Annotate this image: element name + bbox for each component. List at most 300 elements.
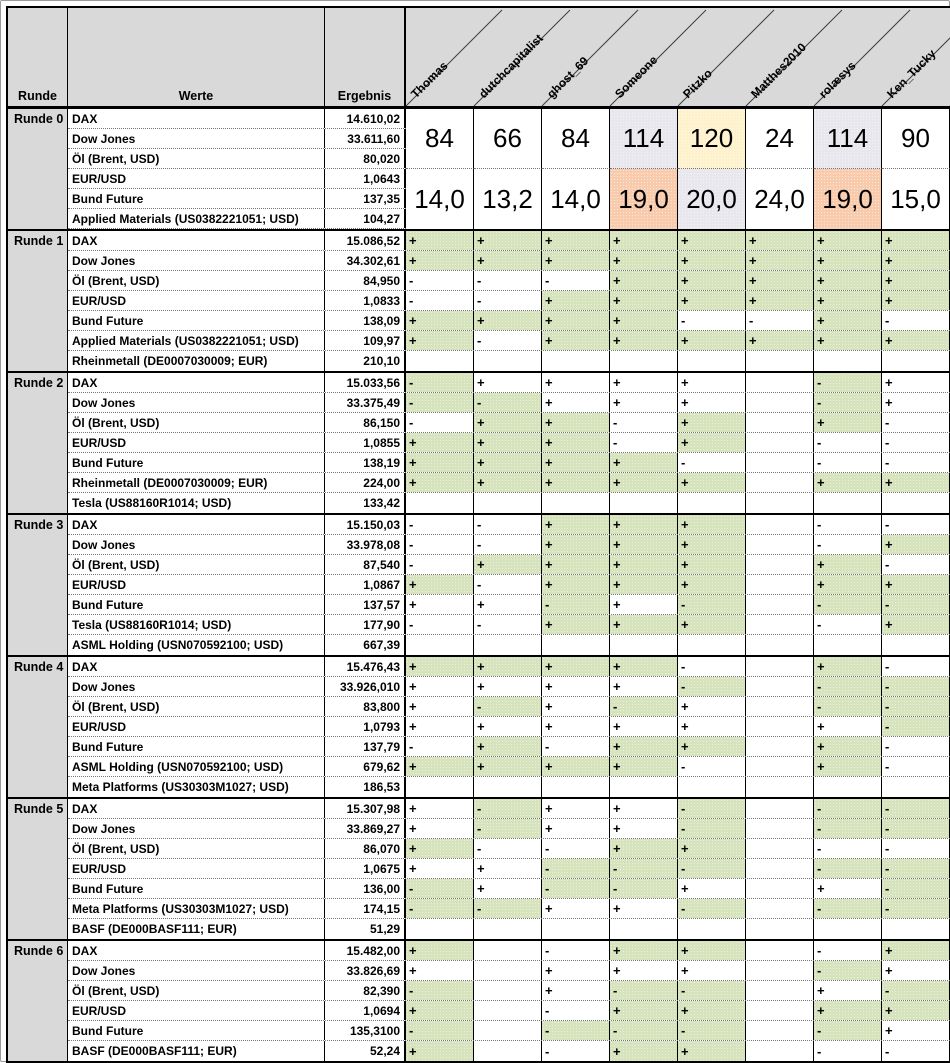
prediction-cell[interactable]: - [678,453,746,472]
prediction-cell[interactable]: - [406,515,474,534]
prediction-cell[interactable] [746,981,814,1000]
prediction-cell[interactable]: - [474,899,542,918]
prediction-cell[interactable] [474,493,542,513]
prediction-cell[interactable]: - [882,413,950,432]
prediction-cell[interactable]: + [474,657,542,676]
ergebnis-cell[interactable]: 33.826,69 [325,961,406,980]
prediction-cell[interactable]: + [406,717,474,736]
prediction-cell[interactable]: + [542,311,610,330]
ergebnis-cell[interactable]: 1,0675 [325,859,406,878]
prediction-cell[interactable]: - [814,453,882,472]
prediction-cell[interactable]: + [678,697,746,716]
ergebnis-cell[interactable]: 1,0643 [325,169,406,188]
ergebnis-cell[interactable]: 33.375,49 [325,393,406,412]
prediction-cell[interactable]: + [542,799,610,818]
prediction-cell[interactable]: + [610,1001,678,1020]
prediction-cell[interactable]: - [882,677,950,696]
prediction-cell[interactable]: + [610,331,678,350]
prediction-cell[interactable]: - [542,859,610,878]
prediction-cell[interactable]: + [678,473,746,492]
prediction-cell[interactable]: + [882,251,950,270]
prediction-cell[interactable]: + [678,555,746,574]
prediction-cell[interactable] [406,777,474,797]
prediction-cell[interactable]: + [814,311,882,330]
ergebnis-cell[interactable]: 1,0833 [325,291,406,310]
prediction-cell[interactable]: + [610,251,678,270]
prediction-cell[interactable]: - [814,961,882,980]
prediction-cell[interactable] [814,635,882,655]
prediction-cell[interactable]: + [474,717,542,736]
prediction-cell[interactable]: - [406,413,474,432]
prediction-cell[interactable] [814,777,882,797]
prediction-cell[interactable]: + [610,291,678,310]
prediction-cell[interactable] [678,777,746,797]
prediction-cell[interactable] [746,373,814,392]
prediction-cell[interactable]: - [406,555,474,574]
prediction-cell[interactable] [746,575,814,594]
prediction-cell[interactable]: + [610,799,678,818]
prediction-cell[interactable]: + [610,941,678,960]
score-cell[interactable]: 15,0 [882,169,950,229]
ergebnis-cell[interactable]: 33.926,010 [325,677,406,696]
ergebnis-cell[interactable]: 137,35 [325,189,406,208]
prediction-cell[interactable] [746,677,814,696]
prediction-cell[interactable] [746,635,814,655]
prediction-cell[interactable] [542,919,610,939]
prediction-cell[interactable]: - [882,981,950,1000]
prediction-cell[interactable]: - [542,595,610,614]
prediction-cell[interactable]: + [406,839,474,858]
ergebnis-cell[interactable]: 1,0793 [325,717,406,736]
prediction-cell[interactable]: + [610,231,678,250]
prediction-cell[interactable]: + [474,251,542,270]
ergebnis-cell[interactable]: 15.150,03 [325,515,406,534]
prediction-cell[interactable]: + [406,961,474,980]
score-cell[interactable]: 19,0 [814,169,882,229]
ergebnis-cell[interactable]: 679,62 [325,757,406,776]
prediction-cell[interactable]: - [814,515,882,534]
prediction-cell[interactable]: + [678,291,746,310]
prediction-cell[interactable]: - [882,1041,950,1061]
prediction-cell[interactable]: - [882,839,950,858]
prediction-cell[interactable]: + [406,657,474,676]
prediction-cell[interactable]: - [406,373,474,392]
prediction-cell[interactable] [746,555,814,574]
prediction-cell[interactable]: + [406,473,474,492]
prediction-cell[interactable]: + [406,231,474,250]
prediction-cell[interactable]: - [814,373,882,392]
ergebnis-cell[interactable]: 667,39 [325,635,406,655]
prediction-cell[interactable]: - [542,941,610,960]
prediction-cell[interactable] [406,635,474,655]
ergebnis-cell[interactable]: 177,90 [325,615,406,634]
prediction-cell[interactable]: + [882,961,950,980]
prediction-cell[interactable]: - [542,1021,610,1040]
ergebnis-cell[interactable]: 82,390 [325,981,406,1000]
prediction-cell[interactable]: + [610,311,678,330]
prediction-cell[interactable]: + [746,251,814,270]
prediction-cell[interactable]: - [406,615,474,634]
score-cell[interactable]: 84 [406,109,474,169]
prediction-cell[interactable]: - [882,819,950,838]
prediction-cell[interactable] [474,777,542,797]
prediction-cell[interactable]: - [542,879,610,898]
prediction-cell[interactable] [814,493,882,513]
prediction-cell[interactable]: + [678,373,746,392]
prediction-cell[interactable]: + [542,433,610,452]
prediction-cell[interactable] [814,919,882,939]
score-cell[interactable]: 14,0 [542,169,610,229]
prediction-cell[interactable]: - [474,839,542,858]
prediction-cell[interactable]: + [678,1001,746,1020]
prediction-cell[interactable]: - [610,859,678,878]
ergebnis-cell[interactable]: 133,42 [325,493,406,513]
prediction-cell[interactable]: + [678,737,746,756]
prediction-cell[interactable]: - [746,311,814,330]
prediction-cell[interactable]: + [542,981,610,1000]
ergebnis-cell[interactable]: 138,19 [325,453,406,472]
prediction-cell[interactable] [746,515,814,534]
prediction-cell[interactable]: - [474,697,542,716]
ergebnis-cell[interactable]: 33.869,27 [325,819,406,838]
prediction-cell[interactable] [542,351,610,371]
prediction-cell[interactable]: - [542,737,610,756]
prediction-cell[interactable] [882,919,950,939]
ergebnis-cell[interactable]: 84,950 [325,271,406,290]
prediction-cell[interactable]: + [678,1041,746,1061]
prediction-cell[interactable]: + [610,393,678,412]
prediction-cell[interactable] [746,393,814,412]
prediction-cell[interactable] [610,635,678,655]
prediction-cell[interactable]: + [814,657,882,676]
prediction-cell[interactable] [542,493,610,513]
prediction-cell[interactable]: + [610,453,678,472]
score-cell[interactable]: 20,0 [678,169,746,229]
prediction-cell[interactable] [406,351,474,371]
score-cell[interactable]: 120 [678,109,746,169]
prediction-cell[interactable]: - [678,311,746,330]
prediction-cell[interactable]: - [610,1021,678,1040]
prediction-cell[interactable] [746,453,814,472]
prediction-cell[interactable]: + [406,433,474,452]
prediction-cell[interactable]: + [746,271,814,290]
prediction-cell[interactable]: - [814,677,882,696]
prediction-cell[interactable]: - [474,331,542,350]
prediction-cell[interactable]: + [542,535,610,554]
prediction-cell[interactable]: - [814,1041,882,1061]
ergebnis-cell[interactable]: 210,10 [325,351,406,371]
prediction-cell[interactable]: + [678,433,746,452]
prediction-cell[interactable]: - [474,515,542,534]
prediction-cell[interactable]: - [882,737,950,756]
prediction-cell[interactable]: + [814,879,882,898]
prediction-cell[interactable]: - [474,535,542,554]
prediction-cell[interactable]: - [474,575,542,594]
prediction-cell[interactable]: + [474,737,542,756]
prediction-cell[interactable]: - [814,535,882,554]
prediction-cell[interactable]: + [542,819,610,838]
prediction-cell[interactable] [882,635,950,655]
prediction-cell[interactable] [746,737,814,756]
prediction-cell[interactable]: - [882,799,950,818]
prediction-cell[interactable] [746,493,814,513]
prediction-cell[interactable] [746,961,814,980]
prediction-cell[interactable] [746,697,814,716]
prediction-cell[interactable] [746,413,814,432]
prediction-cell[interactable] [474,941,542,960]
prediction-cell[interactable]: - [406,879,474,898]
prediction-cell[interactable] [678,351,746,371]
prediction-cell[interactable]: + [542,231,610,250]
prediction-cell[interactable] [474,919,542,939]
prediction-cell[interactable]: + [814,413,882,432]
prediction-cell[interactable]: + [814,555,882,574]
prediction-cell[interactable]: + [406,941,474,960]
prediction-cell[interactable]: + [814,231,882,250]
prediction-cell[interactable]: + [814,717,882,736]
prediction-cell[interactable]: + [678,879,746,898]
prediction-cell[interactable]: + [542,331,610,350]
score-cell[interactable]: 19,0 [610,169,678,229]
prediction-cell[interactable]: - [882,879,950,898]
prediction-cell[interactable]: - [610,413,678,432]
prediction-cell[interactable]: + [678,331,746,350]
prediction-cell[interactable]: + [610,757,678,776]
prediction-cell[interactable] [610,493,678,513]
prediction-cell[interactable]: - [814,941,882,960]
prediction-cell[interactable]: - [882,859,950,878]
prediction-cell[interactable] [882,351,950,371]
prediction-cell[interactable]: + [882,291,950,310]
prediction-cell[interactable]: - [882,555,950,574]
prediction-cell[interactable]: + [542,899,610,918]
prediction-cell[interactable]: + [406,595,474,614]
prediction-cell[interactable]: - [882,453,950,472]
prediction-cell[interactable]: - [814,433,882,452]
prediction-cell[interactable]: - [882,697,950,716]
prediction-cell[interactable]: - [474,291,542,310]
prediction-cell[interactable]: - [474,615,542,634]
prediction-cell[interactable]: - [406,1021,474,1040]
score-cell[interactable]: 114 [814,109,882,169]
prediction-cell[interactable]: - [814,1021,882,1040]
prediction-cell[interactable]: + [542,615,610,634]
prediction-cell[interactable]: + [610,515,678,534]
prediction-cell[interactable]: + [678,575,746,594]
prediction-cell[interactable]: - [406,291,474,310]
prediction-cell[interactable]: + [610,373,678,392]
prediction-cell[interactable]: - [678,595,746,614]
prediction-cell[interactable] [746,1041,814,1061]
prediction-cell[interactable]: + [746,331,814,350]
prediction-cell[interactable]: - [814,595,882,614]
prediction-cell[interactable]: + [542,757,610,776]
prediction-cell[interactable]: - [814,899,882,918]
prediction-cell[interactable]: + [474,231,542,250]
prediction-cell[interactable]: - [814,839,882,858]
ergebnis-cell[interactable]: 52,24 [325,1041,406,1061]
prediction-cell[interactable] [746,777,814,797]
prediction-cell[interactable] [814,351,882,371]
prediction-cell[interactable] [610,919,678,939]
prediction-cell[interactable] [746,757,814,776]
prediction-cell[interactable]: - [678,1021,746,1040]
prediction-cell[interactable]: + [406,757,474,776]
prediction-cell[interactable]: - [882,657,950,676]
prediction-cell[interactable]: + [474,879,542,898]
prediction-cell[interactable] [746,433,814,452]
prediction-cell[interactable]: - [882,595,950,614]
prediction-cell[interactable]: + [610,677,678,696]
prediction-cell[interactable] [746,899,814,918]
prediction-cell[interactable]: + [610,657,678,676]
prediction-cell[interactable] [746,657,814,676]
prediction-cell[interactable]: + [610,819,678,838]
ergebnis-cell[interactable]: 137,79 [325,737,406,756]
prediction-cell[interactable] [746,819,814,838]
ergebnis-cell[interactable]: 136,00 [325,879,406,898]
prediction-cell[interactable]: + [406,311,474,330]
ergebnis-cell[interactable]: 186,53 [325,777,406,797]
prediction-cell[interactable]: + [610,737,678,756]
prediction-cell[interactable]: - [542,1041,610,1061]
prediction-cell[interactable]: + [542,575,610,594]
prediction-cell[interactable]: + [882,615,950,634]
prediction-cell[interactable] [882,777,950,797]
score-cell[interactable]: 114 [610,109,678,169]
prediction-cell[interactable]: - [406,899,474,918]
prediction-cell[interactable] [746,879,814,898]
prediction-cell[interactable] [678,635,746,655]
prediction-cell[interactable]: + [610,575,678,594]
prediction-cell[interactable] [542,777,610,797]
prediction-cell[interactable]: + [406,331,474,350]
prediction-cell[interactable]: - [542,271,610,290]
prediction-cell[interactable] [406,919,474,939]
prediction-cell[interactable]: + [678,615,746,634]
ergebnis-cell[interactable]: 15.307,98 [325,799,406,818]
prediction-cell[interactable]: + [814,757,882,776]
prediction-cell[interactable] [610,777,678,797]
score-cell[interactable]: 13,2 [474,169,542,229]
prediction-cell[interactable]: + [474,433,542,452]
prediction-cell[interactable]: + [814,1001,882,1020]
prediction-cell[interactable]: + [542,697,610,716]
prediction-cell[interactable]: + [746,231,814,250]
prediction-cell[interactable]: + [678,413,746,432]
ergebnis-cell[interactable]: 1,0855 [325,433,406,452]
prediction-cell[interactable]: + [610,555,678,574]
prediction-cell[interactable] [746,351,814,371]
ergebnis-cell[interactable]: 86,070 [325,839,406,858]
ergebnis-cell[interactable]: 1,0694 [325,1001,406,1020]
prediction-cell[interactable] [746,595,814,614]
prediction-cell[interactable]: + [814,291,882,310]
ergebnis-cell[interactable]: 33.978,08 [325,535,406,554]
prediction-cell[interactable] [746,1021,814,1040]
ergebnis-cell[interactable]: 34.302,61 [325,251,406,270]
prediction-cell[interactable]: + [882,331,950,350]
ergebnis-cell[interactable]: 15.086,52 [325,231,406,250]
prediction-cell[interactable]: + [474,453,542,472]
prediction-cell[interactable]: + [474,757,542,776]
prediction-cell[interactable]: + [882,473,950,492]
prediction-cell[interactable]: + [678,251,746,270]
score-cell[interactable]: 90 [882,109,950,169]
prediction-cell[interactable] [746,941,814,960]
prediction-cell[interactable]: - [882,717,950,736]
prediction-cell[interactable]: + [406,799,474,818]
prediction-cell[interactable]: - [882,515,950,534]
prediction-cell[interactable]: + [814,331,882,350]
prediction-cell[interactable]: + [610,535,678,554]
prediction-cell[interactable] [746,535,814,554]
prediction-cell[interactable] [474,635,542,655]
prediction-cell[interactable]: + [610,271,678,290]
prediction-cell[interactable] [746,839,814,858]
prediction-cell[interactable]: + [474,859,542,878]
prediction-cell[interactable]: + [882,231,950,250]
prediction-cell[interactable]: + [474,473,542,492]
prediction-cell[interactable]: + [814,251,882,270]
ergebnis-cell[interactable]: 83,800 [325,697,406,716]
prediction-cell[interactable]: + [882,1021,950,1040]
prediction-cell[interactable]: + [814,473,882,492]
ergebnis-cell[interactable]: 135,3100 [325,1021,406,1040]
prediction-cell[interactable]: - [882,433,950,452]
prediction-cell[interactable] [882,493,950,513]
ergebnis-cell[interactable]: 87,540 [325,555,406,574]
prediction-cell[interactable]: + [882,941,950,960]
prediction-cell[interactable]: - [406,535,474,554]
prediction-cell[interactable]: + [474,311,542,330]
ergebnis-cell[interactable]: 15.482,00 [325,941,406,960]
prediction-cell[interactable]: - [406,737,474,756]
prediction-cell[interactable]: + [610,615,678,634]
score-cell[interactable]: 24,0 [746,169,814,229]
prediction-cell[interactable]: + [678,271,746,290]
prediction-cell[interactable]: + [814,737,882,756]
score-cell[interactable]: 14,0 [406,169,474,229]
ergebnis-cell[interactable]: 224,00 [325,473,406,492]
prediction-cell[interactable]: - [678,819,746,838]
prediction-cell[interactable]: - [610,433,678,452]
ergebnis-cell[interactable]: 14.610,02 [325,109,406,128]
prediction-cell[interactable] [746,473,814,492]
ergebnis-cell[interactable]: 80,020 [325,149,406,168]
ergebnis-cell[interactable]: 51,29 [325,919,406,939]
prediction-cell[interactable]: + [474,555,542,574]
prediction-cell[interactable]: + [678,717,746,736]
prediction-cell[interactable]: - [814,819,882,838]
prediction-cell[interactable]: + [882,271,950,290]
prediction-cell[interactable]: - [814,799,882,818]
prediction-cell[interactable] [746,859,814,878]
prediction-cell[interactable]: + [746,291,814,310]
prediction-cell[interactable] [746,615,814,634]
prediction-cell[interactable]: + [882,575,950,594]
ergebnis-cell[interactable]: 109,97 [325,331,406,350]
prediction-cell[interactable]: + [542,555,610,574]
prediction-cell[interactable]: + [882,373,950,392]
prediction-cell[interactable]: - [814,859,882,878]
prediction-cell[interactable]: - [542,1001,610,1020]
prediction-cell[interactable] [746,799,814,818]
prediction-cell[interactable]: - [678,899,746,918]
prediction-cell[interactable] [746,1001,814,1020]
prediction-cell[interactable]: - [474,819,542,838]
prediction-cell[interactable]: - [678,657,746,676]
